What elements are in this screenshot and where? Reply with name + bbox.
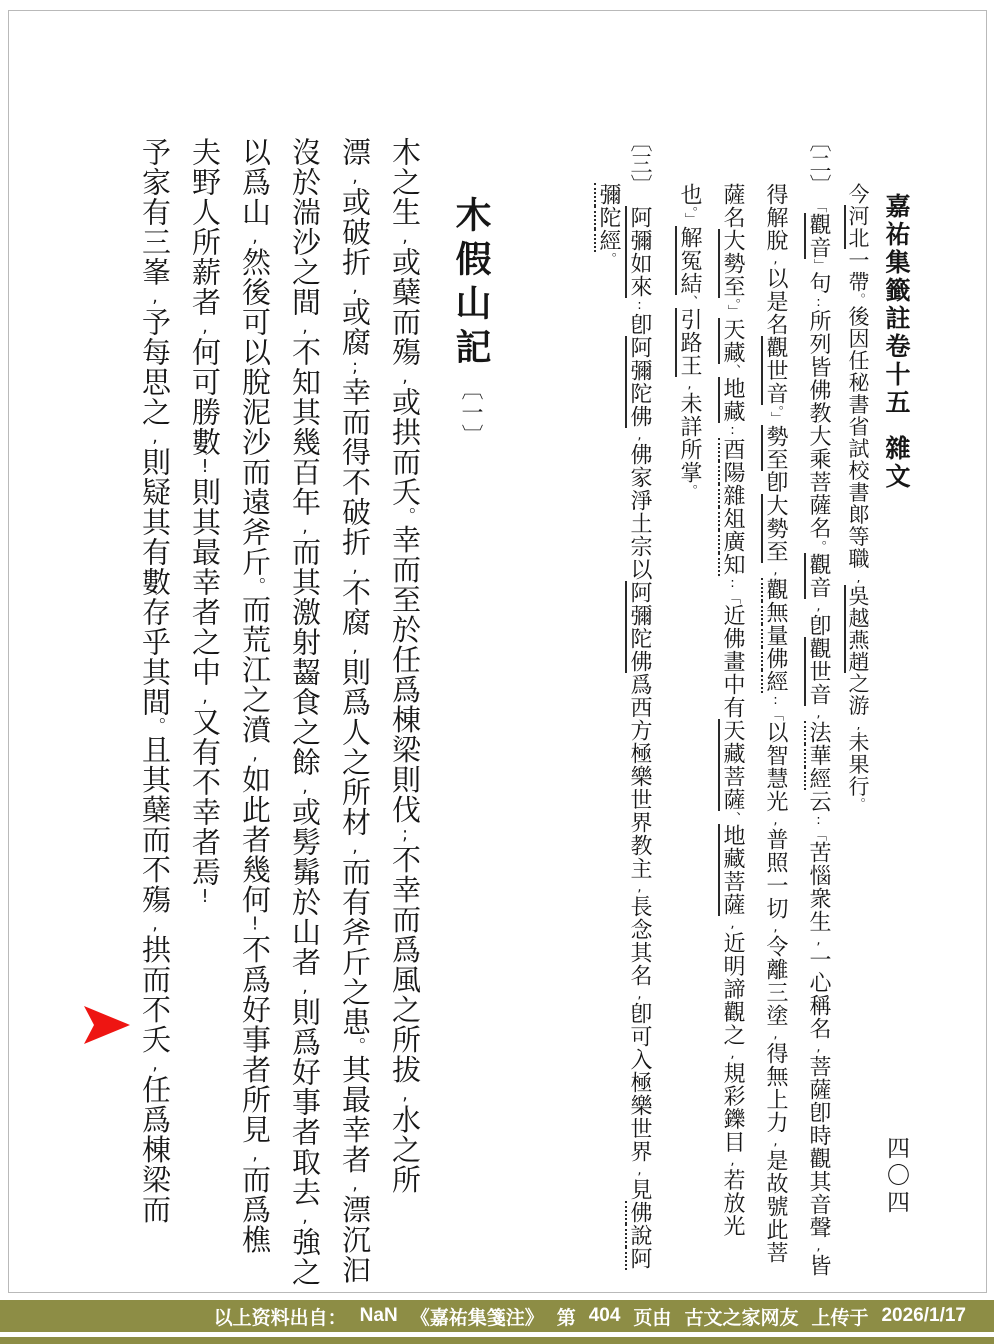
note-two-column: 也。」解冤結、引路王,未詳所掌。 bbox=[677, 183, 702, 498]
essay-column: 夫野人所薪者,何可勝數!則其最幸者之中,又有不幸者焉! bbox=[188, 137, 222, 907]
essay-column: 沒於湍沙之間,不知其幾百年,而其激射齧食之餘,或髣髴於山者,則爲好事者取去,強之 bbox=[288, 137, 322, 1287]
footer-source-label: 以上资料出自： bbox=[213, 1307, 347, 1329]
footer-book-title: 《嘉祐集箋注》 bbox=[410, 1307, 544, 1329]
essay-title-text: 木假山記 bbox=[450, 196, 491, 372]
page-number: 四〇四 bbox=[883, 1136, 909, 1217]
previous-note-tail: 今河北一帶。後因任秘書省試校書郞等職,吳越燕趙之游,未果行。 bbox=[846, 183, 870, 811]
footer-page-by-label: 页由 bbox=[633, 1307, 672, 1329]
book-title: 嘉祐集籤註卷十五 bbox=[882, 193, 911, 417]
footer-uploader: 古文之家网友 bbox=[684, 1307, 799, 1329]
essay-title bbox=[444, 196, 496, 447]
footer-source-value: NaN bbox=[359, 1305, 398, 1326]
red-arrow-shape bbox=[84, 1004, 132, 1046]
essay-column: 以爲山,然後可以脫泥沙而遠斧斤。而荒江之濆,如此者幾何!不爲好事者所見,而爲樵 bbox=[238, 137, 272, 1255]
footer-bottom-strip bbox=[0, 1337, 994, 1344]
note-two-column: 得解脫,以是名觀世音。」勢至卽大勢至,觀無量佛經:「以智慧光,普照一切,令離三塗,得無上力,是故號此菩 bbox=[763, 183, 788, 1265]
essay-column: 漂,或破折,或腐;幸而得不破折,不腐,則爲人之所材,而有斧斤之患。其最幸者,漂沉汩 bbox=[338, 137, 372, 1285]
note-two-text: 「觀音」句:所列皆佛教大乘菩薩名。觀音,卽觀世音,法華經云:「苦惱衆生,一心稱名,菩薩卽時觀其音聲,皆 bbox=[806, 206, 831, 1278]
note-two-column: 薩名大勢至。」天藏、地藏:酉陽雜俎廣知:「近佛畫中有天藏菩薩、地藏菩薩,近明諦觀之,規彩鑠目,若放光 bbox=[720, 183, 745, 1238]
note-three-text: 阿彌如來:卽阿彌陀佛,佛家淨土宗以阿彌陀佛爲西方極樂世界教主,長念其名,卽可入極樂世界,見佛說阿 bbox=[627, 206, 652, 1270]
footer-upload-date: 2026/1/17 bbox=[881, 1305, 966, 1326]
essay-title-note-marker: 〔一〕 bbox=[458, 378, 483, 447]
footer-page-number: 404 bbox=[588, 1305, 621, 1326]
note-two-column bbox=[797, 130, 840, 1277]
footer-attribution-bar bbox=[0, 1300, 994, 1332]
essay-column: 予家有三峯,予每思之,則疑其有數存乎其間。且其蘖而不殤,拱而不夭,任爲棟梁而 bbox=[138, 137, 172, 1225]
red-arrow-icon bbox=[84, 1004, 132, 1046]
note-two-marker: 〔二〕 bbox=[806, 130, 831, 196]
essay-column: 木之生,或蘖而殤,或拱而夭。幸而至於任爲棟梁則伐;不幸而爲風之所拔,水之所 bbox=[388, 137, 422, 1195]
footer-page-label: 第 bbox=[556, 1307, 576, 1329]
note-three-column: 彌陀經。 bbox=[596, 183, 621, 266]
section-label: 雜文 bbox=[882, 435, 911, 491]
note-three-marker: 〔三〕 bbox=[627, 130, 652, 196]
note-three-column bbox=[624, 130, 655, 1270]
footer-uploaded-label: 上传于 bbox=[811, 1307, 869, 1329]
